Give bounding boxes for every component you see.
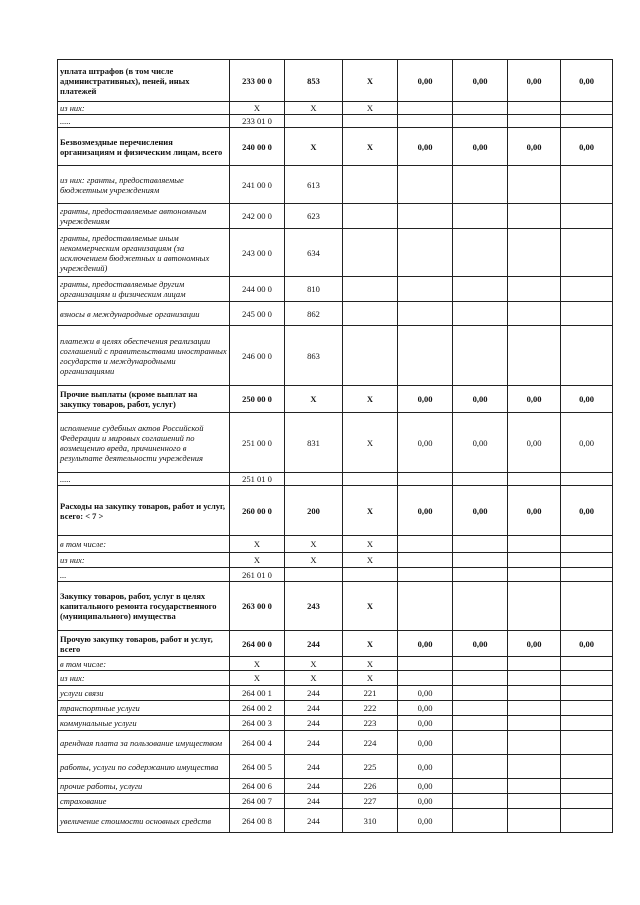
row-value-1 [398,166,453,204]
row-value-3 [508,473,561,486]
row-code: 261 01 0 [230,568,285,582]
row-expense-type: 810 [285,277,343,302]
row-name: ... [58,568,230,582]
row-name: Закупку товаров, работ, услуг в целях капитального ремонта государственного (муниципального) имущества [58,582,230,631]
row-value-2 [453,716,508,731]
row-value-4 [561,794,613,809]
table-row [58,686,613,701]
row-kosgu [343,568,398,582]
row-value-1: 0,00 [398,631,453,657]
row-code: 264 00 7 [230,794,285,809]
row-kosgu: 224 [343,731,398,755]
row-code: X [230,553,285,568]
row-expense-type [285,568,343,582]
row-value-1: 0,00 [398,755,453,779]
row-value-1: 0,00 [398,731,453,755]
table-row [58,631,613,657]
row-value-4 [561,536,613,553]
row-value-2 [453,701,508,716]
row-kosgu: X [343,486,398,536]
row-value-2 [453,302,508,326]
row-value-2 [453,755,508,779]
row-value-3 [508,779,561,794]
row-value-1 [398,536,453,553]
row-code: 240 00 0 [230,128,285,166]
row-value-1 [398,568,453,582]
row-value-3 [508,731,561,755]
row-value-2 [453,473,508,486]
row-expense-type: 244 [285,794,343,809]
row-value-2 [453,553,508,568]
row-value-2: 0,00 [453,386,508,413]
table-row [58,302,613,326]
row-name: Прочие выплаты (кроме выплат на закупку товаров, работ, услуг) [58,386,230,413]
row-name: из них: [58,671,230,686]
row-value-2 [453,229,508,277]
row-value-1: 0,00 [398,794,453,809]
row-value-1 [398,553,453,568]
table-row [58,386,613,413]
row-code: 264 00 5 [230,755,285,779]
row-expense-type: 244 [285,631,343,657]
row-kosgu [343,473,398,486]
row-value-4 [561,326,613,386]
row-kosgu: X [343,582,398,631]
row-value-3: 0,00 [508,486,561,536]
row-expense-type: X [285,657,343,671]
row-expense-type: X [285,128,343,166]
row-expense-type: X [285,553,343,568]
table-row [58,413,613,473]
row-value-3 [508,536,561,553]
row-name: Прочую закупку товаров, работ и услуг, всего [58,631,230,657]
row-code: 251 00 0 [230,413,285,473]
row-kosgu: X [343,128,398,166]
row-value-3: 0,00 [508,386,561,413]
row-kosgu: X [343,657,398,671]
row-value-1: 0,00 [398,128,453,166]
row-value-1: 0,00 [398,809,453,833]
row-kosgu [343,326,398,386]
table-row [58,809,613,833]
row-expense-type [285,115,343,128]
row-expense-type: 244 [285,755,343,779]
row-value-4: 0,00 [561,631,613,657]
row-expense-type: X [285,671,343,686]
row-name: из них: [58,102,230,115]
row-name: из них: [58,553,230,568]
row-value-3 [508,229,561,277]
row-expense-type: 853 [285,60,343,102]
row-name: из них: гранты, предоставляемые бюджетным учреждениям [58,166,230,204]
row-value-4 [561,779,613,794]
row-kosgu [343,229,398,277]
row-code: 251 01 0 [230,473,285,486]
table-row [58,277,613,302]
row-value-1: 0,00 [398,716,453,731]
row-value-1: 0,00 [398,779,453,794]
table-row [58,326,613,386]
row-value-1: 0,00 [398,60,453,102]
row-kosgu: X [343,60,398,102]
row-value-1 [398,473,453,486]
row-value-4 [561,553,613,568]
row-value-4 [561,568,613,582]
row-expense-type: X [285,536,343,553]
row-name: ..... [58,115,230,128]
row-value-4: 0,00 [561,413,613,473]
row-value-2: 0,00 [453,128,508,166]
row-value-1: 0,00 [398,686,453,701]
row-value-4 [561,671,613,686]
row-expense-type: 243 [285,582,343,631]
row-value-2 [453,277,508,302]
table-body [58,60,613,833]
row-value-3: 0,00 [508,413,561,473]
row-name: взносы в международные организации [58,302,230,326]
row-value-4 [561,731,613,755]
row-value-4 [561,582,613,631]
row-kosgu: X [343,386,398,413]
row-value-2 [453,326,508,386]
row-value-4 [561,302,613,326]
row-value-3 [508,302,561,326]
row-name: в том числе: [58,657,230,671]
table-row [58,536,613,553]
row-code: 264 00 0 [230,631,285,657]
row-value-2: 0,00 [453,631,508,657]
row-value-3 [508,204,561,229]
row-value-3 [508,568,561,582]
row-name: гранты, предоставляемые другим организациям и физическим лицам [58,277,230,302]
row-code: 264 00 3 [230,716,285,731]
table-row [58,553,613,568]
row-expense-type: 244 [285,716,343,731]
row-expense-type: 244 [285,701,343,716]
row-kosgu: X [343,671,398,686]
row-value-1 [398,229,453,277]
row-kosgu [343,277,398,302]
table-row [58,657,613,671]
row-value-4 [561,204,613,229]
row-kosgu: X [343,102,398,115]
row-code: 233 01 0 [230,115,285,128]
row-value-4: 0,00 [561,128,613,166]
row-name: гранты, предоставляемые иным некоммерческим организациям (за исключением бюджетных и автономных учреждений) [58,229,230,277]
row-value-2 [453,536,508,553]
row-value-1: 0,00 [398,701,453,716]
row-kosgu: 225 [343,755,398,779]
row-kosgu: 310 [343,809,398,833]
row-value-3: 0,00 [508,631,561,657]
table-row [58,102,613,115]
table-row [58,731,613,755]
row-value-4 [561,686,613,701]
table-row [58,229,613,277]
row-value-3: 0,00 [508,128,561,166]
row-value-4 [561,809,613,833]
row-kosgu [343,166,398,204]
row-value-4 [561,102,613,115]
row-value-4 [561,277,613,302]
row-value-3 [508,671,561,686]
row-kosgu: X [343,631,398,657]
row-kosgu: 223 [343,716,398,731]
row-kosgu [343,302,398,326]
row-code: 250 00 0 [230,386,285,413]
row-value-2 [453,568,508,582]
row-value-1: 0,00 [398,486,453,536]
row-value-1 [398,657,453,671]
row-value-3: 0,00 [508,60,561,102]
row-expense-type: X [285,102,343,115]
row-value-2 [453,794,508,809]
row-expense-type: X [285,386,343,413]
table-row [58,568,613,582]
row-value-2 [453,102,508,115]
row-name: страхование [58,794,230,809]
row-value-2: 0,00 [453,413,508,473]
row-value-1 [398,115,453,128]
row-value-1 [398,326,453,386]
row-name: прочие работы, услуги [58,779,230,794]
row-value-4 [561,166,613,204]
row-code: 246 00 0 [230,326,285,386]
row-code: X [230,657,285,671]
row-value-4: 0,00 [561,486,613,536]
row-code: 242 00 0 [230,204,285,229]
row-expense-type: 623 [285,204,343,229]
row-value-4 [561,657,613,671]
table-row [58,60,613,102]
row-value-1 [398,582,453,631]
row-value-3 [508,102,561,115]
row-kosgu: X [343,536,398,553]
row-value-2: 0,00 [453,60,508,102]
row-kosgu: 226 [343,779,398,794]
row-value-1 [398,302,453,326]
row-expense-type: 244 [285,809,343,833]
row-expense-type: 244 [285,779,343,794]
row-kosgu [343,204,398,229]
row-value-4 [561,473,613,486]
row-value-1 [398,204,453,229]
row-expense-type: 862 [285,302,343,326]
row-expense-type: 613 [285,166,343,204]
row-code: 264 00 6 [230,779,285,794]
budget-expenditure-table [57,59,613,833]
row-code: 264 00 4 [230,731,285,755]
row-value-2 [453,657,508,671]
row-code: X [230,536,285,553]
row-value-2 [453,809,508,833]
row-value-2 [453,671,508,686]
table-row [58,582,613,631]
row-name: Безвозмездные перечисления организациям и физическим лицам, всего [58,128,230,166]
row-code: 244 00 0 [230,277,285,302]
table-row [58,779,613,794]
row-expense-type: 244 [285,731,343,755]
row-name: увеличение стоимости основных средств [58,809,230,833]
row-value-3 [508,794,561,809]
row-value-4 [561,115,613,128]
row-name: услуги связи [58,686,230,701]
row-expense-type [285,473,343,486]
row-value-3 [508,686,561,701]
row-value-3 [508,809,561,833]
row-name: транспортные услуги [58,701,230,716]
row-value-2 [453,779,508,794]
row-value-1: 0,00 [398,413,453,473]
row-expense-type: 200 [285,486,343,536]
row-value-2 [453,166,508,204]
table-row [58,204,613,229]
row-name: ..... [58,473,230,486]
row-code: 260 00 0 [230,486,285,536]
row-code: X [230,671,285,686]
row-value-1 [398,277,453,302]
row-value-2 [453,686,508,701]
row-kosgu [343,115,398,128]
row-value-1: 0,00 [398,386,453,413]
row-kosgu: 221 [343,686,398,701]
row-value-4 [561,716,613,731]
row-name: арендная плата за пользование имуществом [58,731,230,755]
row-name: исполнение судебных актов Российской Федерации и мировых соглашений по возмещению вреда, причиненного в результате деятельности учреждения [58,413,230,473]
row-value-4 [561,701,613,716]
table-row [58,701,613,716]
row-code: X [230,102,285,115]
row-value-3 [508,115,561,128]
table-row [58,128,613,166]
table-row [58,671,613,686]
row-kosgu: 222 [343,701,398,716]
row-name: уплата штрафов (в том числе административных), пеней, иных платежей [58,60,230,102]
row-value-3 [508,326,561,386]
row-value-4: 0,00 [561,60,613,102]
table-row [58,473,613,486]
row-name: в том числе: [58,536,230,553]
row-value-4 [561,755,613,779]
row-value-3 [508,701,561,716]
row-kosgu: 227 [343,794,398,809]
table-row [58,115,613,128]
row-code: 243 00 0 [230,229,285,277]
row-name: платежи в целях обеспечения реализации соглашений с правительствами иностранных государств и международными организациями [58,326,230,386]
row-expense-type: 634 [285,229,343,277]
row-name: Расходы на закупку товаров, работ и услуг, всего: < 7 > [58,486,230,536]
table-row [58,755,613,779]
row-name: гранты, предоставляемые автономным учреждениям [58,204,230,229]
row-value-3 [508,277,561,302]
row-value-2 [453,115,508,128]
row-value-3 [508,716,561,731]
row-code: 264 00 2 [230,701,285,716]
row-code: 264 00 1 [230,686,285,701]
row-value-3 [508,553,561,568]
row-value-3 [508,755,561,779]
row-value-3 [508,166,561,204]
row-code: 263 00 0 [230,582,285,631]
row-name: работы, услуги по содержанию имущества [58,755,230,779]
row-value-3 [508,582,561,631]
row-value-2 [453,582,508,631]
row-value-1 [398,102,453,115]
table-row [58,486,613,536]
row-expense-type: 244 [285,686,343,701]
row-code: 241 00 0 [230,166,285,204]
row-code: 245 00 0 [230,302,285,326]
row-expense-type: 863 [285,326,343,386]
row-value-2: 0,00 [453,486,508,536]
row-code: 264 00 8 [230,809,285,833]
row-kosgu: X [343,553,398,568]
row-value-2 [453,731,508,755]
row-value-3 [508,657,561,671]
row-code: 233 00 0 [230,60,285,102]
row-kosgu: X [343,413,398,473]
row-value-1 [398,671,453,686]
table-row [58,166,613,204]
row-expense-type: 831 [285,413,343,473]
row-value-4: 0,00 [561,386,613,413]
row-value-2 [453,204,508,229]
table-row [58,794,613,809]
row-name: коммунальные услуги [58,716,230,731]
table-row [58,716,613,731]
row-value-4 [561,229,613,277]
